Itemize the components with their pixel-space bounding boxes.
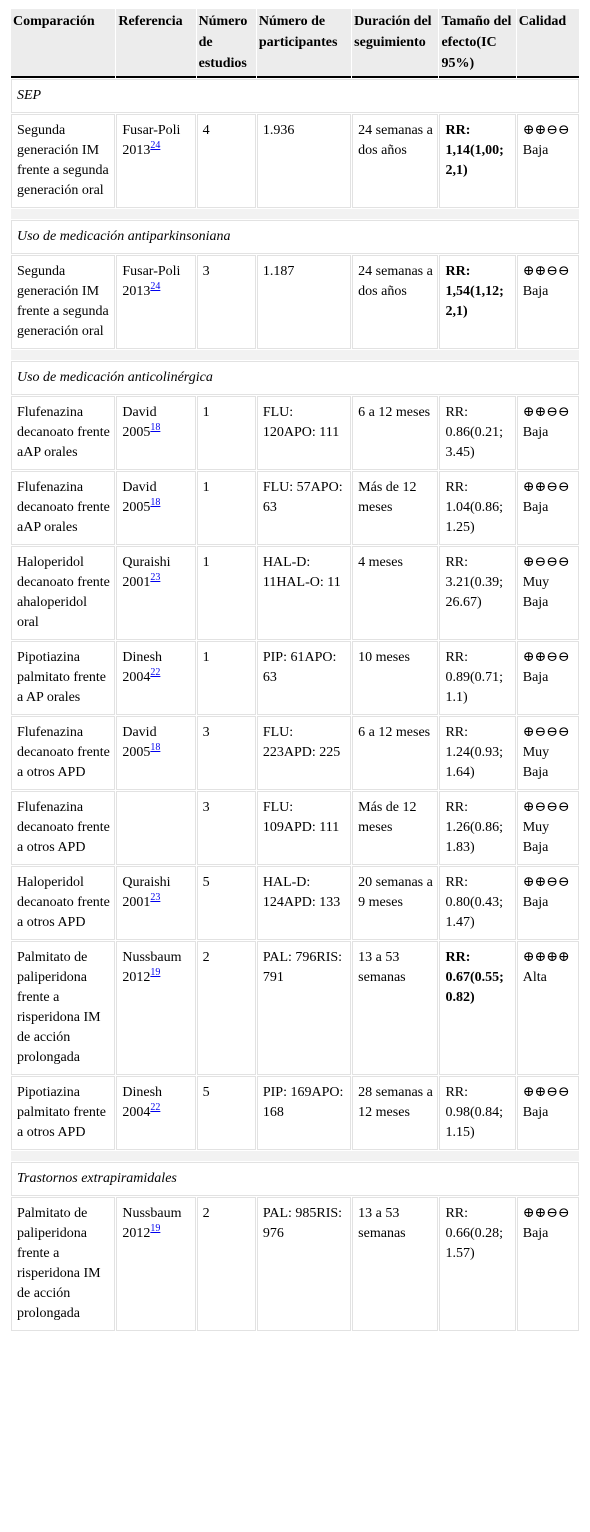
studies-cell: 3	[197, 716, 256, 790]
participants-cell: PIP: 61APO: 63	[257, 641, 351, 715]
spacer-cell	[11, 350, 579, 360]
studies-cell: 4	[197, 114, 256, 208]
participants-cell: 1.187	[257, 255, 351, 349]
effect-size-cell: RR: 1.04(0.86; 1.25)	[439, 471, 515, 545]
column-header: Referencia	[116, 9, 195, 78]
effect-size-cell: RR: 1,14(1,00; 2,1)	[439, 114, 515, 208]
effect-size-cell: RR: 1,54(1,12; 2,1)	[439, 255, 515, 349]
quality-label: Baja	[522, 895, 549, 910]
comparison-cell: Pipotiazina palmitato frente a otros APD	[11, 1076, 115, 1150]
studies-cell: 1	[197, 546, 256, 640]
studies-cell: 1	[197, 641, 256, 715]
participants-cell: 1.936	[257, 114, 351, 208]
quality-cell	[517, 641, 579, 715]
quality-cell	[517, 941, 579, 1075]
participants-cell: FLU: 57APO: 63	[257, 471, 351, 545]
citation-link[interactable]: 19	[150, 967, 161, 979]
duration-cell: 24 semanas a dos años	[352, 255, 438, 349]
table-row	[11, 114, 579, 208]
reference-text: Dinesh 2004	[122, 650, 163, 685]
citation-link[interactable]: 23	[150, 892, 161, 904]
reference-text: David 2005	[122, 405, 157, 440]
evidence-table	[10, 8, 580, 1332]
quality-cell	[517, 1197, 579, 1331]
quality-cell	[517, 255, 579, 349]
effect-size-cell: RR: 0.80(0.43; 1.47)	[439, 866, 515, 940]
reference-cell	[116, 866, 195, 940]
effect-size-cell: RR: 0.67(0.55; 0.82)	[439, 941, 515, 1075]
quality-cell	[517, 114, 579, 208]
section-header-row	[11, 220, 579, 254]
quality-label: Baja	[522, 1105, 549, 1120]
studies-cell: 3	[197, 791, 256, 865]
section-title: Uso de medicación anticolinérgica	[11, 361, 579, 395]
quality-rating-icons: ⊕⊖⊖⊖	[522, 800, 570, 815]
section-spacer	[11, 209, 579, 219]
quality-label: Baja	[522, 670, 549, 685]
column-header: Número de participantes	[257, 9, 351, 78]
studies-cell: 2	[197, 1197, 256, 1331]
quality-label: Muy Baja	[522, 820, 550, 855]
quality-rating-icons: ⊕⊕⊖⊖	[522, 264, 570, 279]
reference-text: Nussbaum 2012	[122, 1206, 182, 1241]
reference-cell	[116, 1076, 195, 1150]
quality-cell	[517, 471, 579, 545]
duration-cell: 28 semanas a 12 meses	[352, 1076, 438, 1150]
studies-cell: 1	[197, 396, 256, 470]
spacer-cell	[11, 1151, 579, 1161]
citation-link[interactable]: 22	[150, 667, 161, 679]
section-header-row	[11, 1162, 579, 1196]
quality-rating-icons: ⊕⊕⊖⊖	[522, 405, 570, 420]
comparison-cell: Flufenazina decanoato frente a otros APD	[11, 716, 115, 790]
duration-cell: 24 semanas a dos años	[352, 114, 438, 208]
reference-cell	[116, 396, 195, 470]
citation-link[interactable]: 19	[150, 1223, 161, 1235]
participants-cell: PAL: 796RIS: 791	[257, 941, 351, 1075]
duration-cell: 13 a 53 semanas	[352, 1197, 438, 1331]
section-header-row	[11, 361, 579, 395]
reference-text: Quraishi 2001	[122, 555, 171, 590]
participants-cell: FLU: 223APD: 225	[257, 716, 351, 790]
comparison-cell: Haloperidol decanoato frente a otros APD	[11, 866, 115, 940]
quality-rating-icons: ⊕⊕⊖⊖	[522, 650, 570, 665]
studies-cell: 3	[197, 255, 256, 349]
duration-cell: 20 semanas a 9 meses	[352, 866, 438, 940]
effect-size-cell: RR: 1.26(0.86; 1.83)	[439, 791, 515, 865]
section-title: Uso de medicación antiparkinsoniana	[11, 220, 579, 254]
participants-cell: FLU: 120APO: 111	[257, 396, 351, 470]
effect-size-cell: RR: 0.66(0.28; 1.57)	[439, 1197, 515, 1331]
citation-link[interactable]: 18	[150, 742, 161, 754]
quality-cell	[517, 546, 579, 640]
reference-text: Nussbaum 2012	[122, 950, 182, 985]
quality-rating-icons: ⊕⊕⊖⊖	[522, 480, 570, 495]
comparison-cell: Flufenazina decanoato frente aAP orales	[11, 471, 115, 545]
table-row	[11, 471, 579, 545]
reference-cell	[116, 641, 195, 715]
table-row	[11, 255, 579, 349]
duration-cell: 10 meses	[352, 641, 438, 715]
citation-link[interactable]: 18	[150, 497, 161, 509]
column-header: Tamaño del efecto(IC 95%)	[439, 9, 515, 78]
effect-size-cell: RR: 0.89(0.71; 1.1)	[439, 641, 515, 715]
citation-link[interactable]: 22	[150, 1102, 161, 1114]
table-row	[11, 866, 579, 940]
section-title: Trastornos extrapiramidales	[11, 1162, 579, 1196]
comparison-cell: Segunda generación IM frente a segunda generación oral	[11, 114, 115, 208]
quality-rating-icons: ⊕⊕⊖⊖	[522, 123, 570, 138]
effect-size-cell: RR: 1.24(0.93; 1.64)	[439, 716, 515, 790]
participants-cell: HAL-D: 11HAL-O: 11	[257, 546, 351, 640]
quality-label: Baja	[522, 1226, 549, 1241]
reference-text: Fusar-Poli 2013	[122, 264, 181, 299]
quality-rating-icons: ⊕⊕⊖⊖	[522, 875, 570, 890]
quality-cell	[517, 396, 579, 470]
column-header: Calidad	[517, 9, 579, 78]
reference-cell	[116, 716, 195, 790]
duration-cell: 6 a 12 meses	[352, 716, 438, 790]
quality-rating-icons: ⊕⊕⊖⊖	[522, 1085, 570, 1100]
comparison-cell: Pipotiazina palmitato frente a AP orales	[11, 641, 115, 715]
duration-cell: Más de 12 meses	[352, 471, 438, 545]
column-header: Duración del seguimiento	[352, 9, 438, 78]
table-row	[11, 396, 579, 470]
table-row	[11, 791, 579, 865]
quality-label: Baja	[522, 500, 549, 515]
effect-size-cell: RR: 0.86(0.21; 3.45)	[439, 396, 515, 470]
quality-rating-icons: ⊕⊕⊕⊕	[522, 950, 570, 965]
table-row	[11, 641, 579, 715]
quality-cell	[517, 716, 579, 790]
quality-cell	[517, 866, 579, 940]
reference-text: Quraishi 2001	[122, 875, 171, 910]
column-header: Comparación	[11, 9, 115, 78]
quality-label: Muy Baja	[522, 575, 550, 610]
reference-cell	[116, 791, 195, 865]
participants-cell: HAL-D: 124APD: 133	[257, 866, 351, 940]
duration-cell: 4 meses	[352, 546, 438, 640]
citation-link[interactable]: 18	[150, 422, 161, 434]
reference-cell	[116, 114, 195, 208]
table-row	[11, 716, 579, 790]
reference-cell	[116, 471, 195, 545]
section-title: SEP	[11, 79, 579, 113]
citation-link[interactable]: 23	[150, 572, 161, 584]
reference-text: Fusar-Poli 2013	[122, 123, 181, 158]
effect-size-cell: RR: 0.98(0.84; 1.15)	[439, 1076, 515, 1150]
section-spacer	[11, 350, 579, 360]
duration-cell: Más de 12 meses	[352, 791, 438, 865]
spacer-cell	[11, 209, 579, 219]
header-row	[11, 9, 579, 78]
quality-cell	[517, 1076, 579, 1150]
citation-link[interactable]: 24	[150, 281, 161, 293]
participants-cell: FLU: 109APD: 111	[257, 791, 351, 865]
participants-cell: PAL: 985RIS: 976	[257, 1197, 351, 1331]
reference-cell	[116, 255, 195, 349]
studies-cell: 2	[197, 941, 256, 1075]
quality-label: Baja	[522, 143, 549, 158]
quality-rating-icons: ⊕⊖⊖⊖	[522, 725, 570, 740]
quality-rating-icons: ⊕⊖⊖⊖	[522, 555, 570, 570]
studies-cell: 5	[197, 1076, 256, 1150]
citation-link[interactable]: 24	[150, 140, 161, 152]
section-spacer	[11, 1151, 579, 1161]
quality-label: Baja	[522, 284, 549, 299]
comparison-cell: Palmitato de paliperidona frente a risperidona IM de acción prolongada	[11, 1197, 115, 1331]
table-row	[11, 1076, 579, 1150]
reference-cell	[116, 1197, 195, 1331]
participants-cell: PIP: 169APO: 168	[257, 1076, 351, 1150]
table-row	[11, 546, 579, 640]
quality-label: Muy Baja	[522, 745, 550, 780]
quality-label: Alta	[522, 970, 547, 985]
table-row	[11, 1197, 579, 1331]
reference-text: David 2005	[122, 480, 157, 515]
comparison-cell: Segunda generación IM frente a segunda generación oral	[11, 255, 115, 349]
comparison-cell: Flufenazina decanoato frente a otros APD	[11, 791, 115, 865]
comparison-cell: Palmitato de paliperidona frente a risperidona IM de acción prolongada	[11, 941, 115, 1075]
comparison-cell: Haloperidol decanoato frente ahaloperidol oral	[11, 546, 115, 640]
quality-rating-icons: ⊕⊕⊖⊖	[522, 1206, 570, 1221]
table-body	[11, 79, 579, 1331]
effect-size-cell: RR: 3.21(0.39; 26.67)	[439, 546, 515, 640]
reference-text: Dinesh 2004	[122, 1085, 163, 1120]
reference-cell	[116, 941, 195, 1075]
quality-label: Baja	[522, 425, 549, 440]
studies-cell: 1	[197, 471, 256, 545]
duration-cell: 6 a 12 meses	[352, 396, 438, 470]
studies-cell: 5	[197, 866, 256, 940]
column-header: Número de estudios	[197, 9, 256, 78]
table-row	[11, 941, 579, 1075]
reference-text: David 2005	[122, 725, 157, 760]
duration-cell: 13 a 53 semanas	[352, 941, 438, 1075]
comparison-cell: Flufenazina decanoato frente aAP orales	[11, 396, 115, 470]
quality-cell	[517, 791, 579, 865]
section-header-row	[11, 79, 579, 113]
reference-cell	[116, 546, 195, 640]
